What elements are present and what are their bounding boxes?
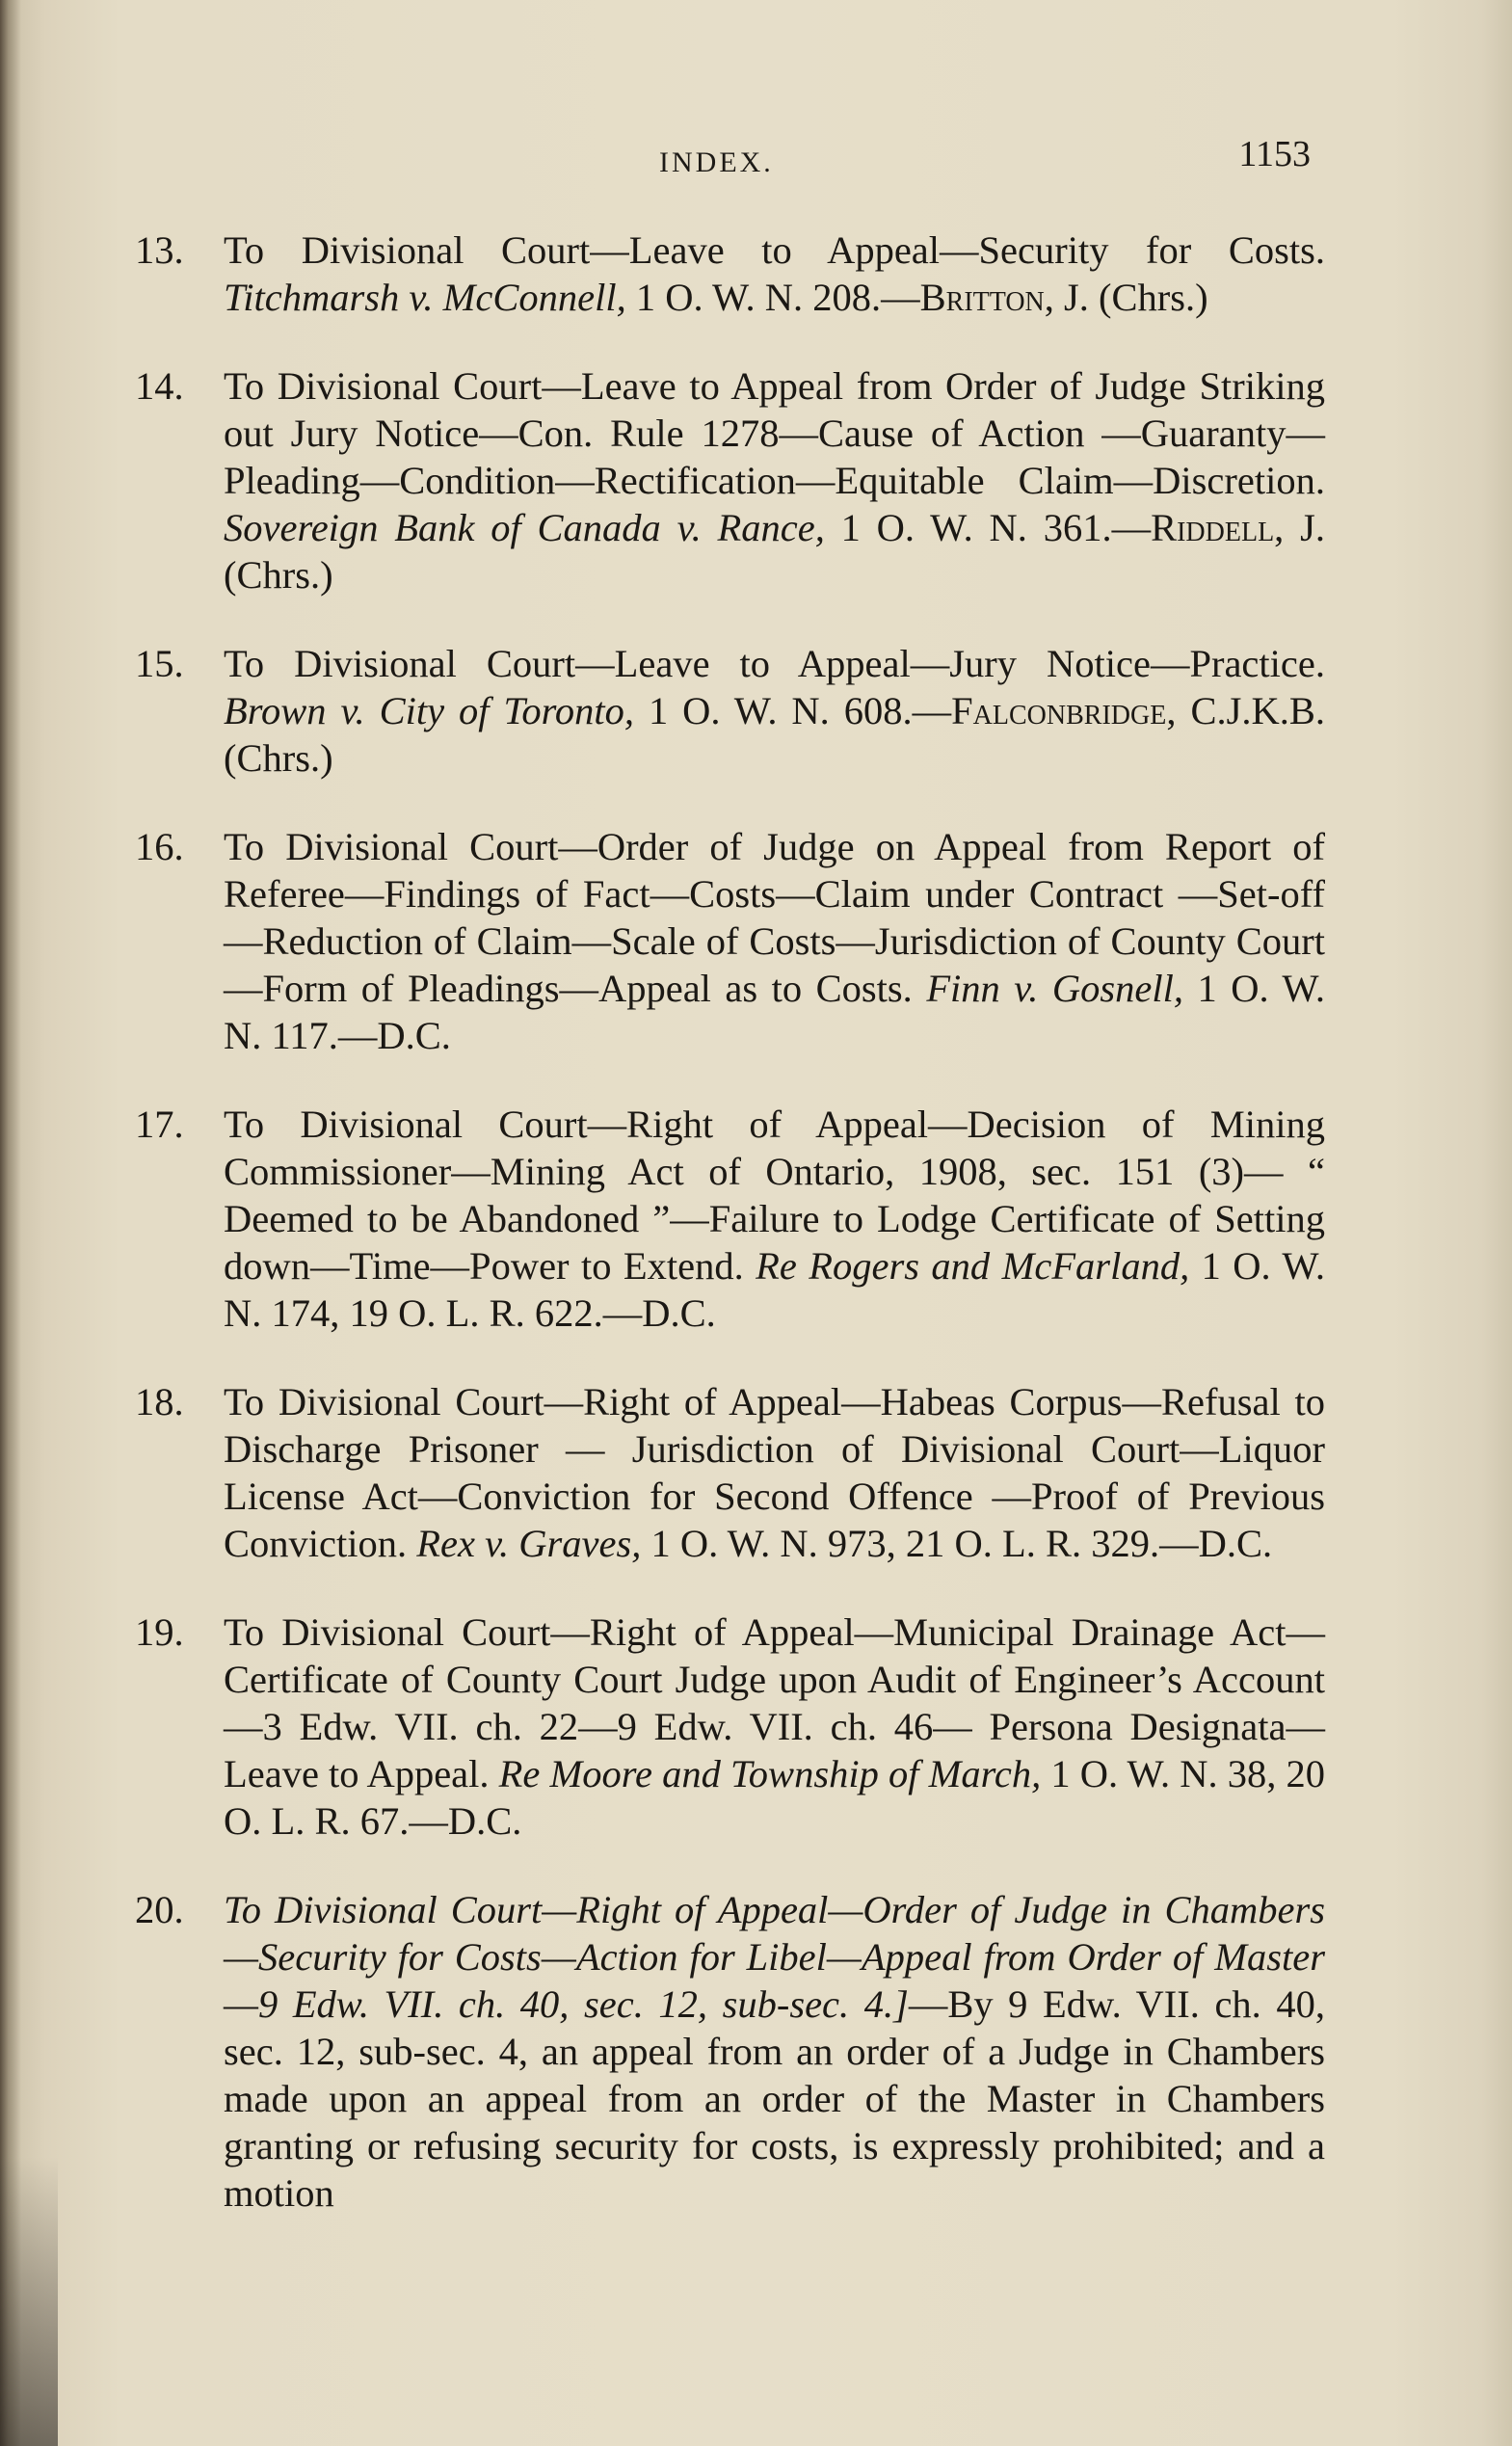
entry-text: To Divisional Court—Leave to Appeal—Jury Notice—Practice.	[224, 642, 1325, 685]
judge-name: Britton, J.	[919, 276, 1089, 319]
case-name: Finn v. Gosnell,	[926, 967, 1183, 1010]
page-number: 1153	[1238, 134, 1311, 174]
entry-number: 13.	[135, 228, 184, 272]
case-name: Brown v. City of Toronto,	[224, 689, 634, 732]
citation: 1 O. W. N. 38, 20 O. L. R. 67.—D.C.	[224, 1752, 1326, 1843]
citation: 1 O. W. N. 361.—	[840, 506, 1152, 549]
citation: 1 O. W. N. 117.—D.C.	[224, 967, 1326, 1057]
entry-number: 14.	[135, 364, 184, 408]
entry-headnote: To Divisional Court—Right of Appeal—Order of Judge in Chambers—Security for Costs—Action for Libel—Appeal from Order of Master—9 Edw. VII. ch. 40, sec. 12, sub-sec. 4.]	[224, 1888, 1325, 2026]
case-name: Rex v. Graves,	[416, 1522, 642, 1565]
court-abbrev: (Chrs.)	[1099, 276, 1208, 319]
entry-text: To Divisional Court—Leave to Appeal from Order of Judge Striking out Jury Notice—Con. Rule 1278—Cause of Action —Guaranty—Pleading—Condition—Rectification—Equitable Claim—Discretion.	[224, 364, 1325, 502]
citation: 1 O. W. N. 174, 19 O. L. R. 622.—D.C.	[224, 1244, 1325, 1335]
entry-text: To Divisional Court—Order of Judge on Appeal from Report of Referee—Findings of Fact—Costs—Claim under Contract —Set-off—Reduction of Claim—Scale of Costs—Jurisdiction of County Court—Form of Pleadings—Appeal as to Costs.	[224, 825, 1325, 1010]
court-abbrev: (Chrs.)	[224, 553, 333, 597]
entry-number: 19.	[135, 1610, 184, 1654]
index-entry-13	[135, 226, 1325, 321]
entry-number: 16.	[135, 825, 184, 868]
page-shadow	[0, 2157, 58, 2446]
case-name: Sovereign Bank of Canada v. Rance,	[224, 506, 825, 549]
citation: 1 O. W. N. 208.—	[635, 276, 920, 319]
judge-name: Riddell, J.	[1151, 506, 1325, 549]
index-entries	[135, 226, 1325, 2258]
index-entry-15	[135, 640, 1325, 782]
citation: 1 O. W. N. 608.—	[648, 689, 952, 732]
case-name: Re Rogers and McFarland,	[756, 1244, 1190, 1288]
index-entry-17	[135, 1101, 1325, 1337]
index-entry-19	[135, 1609, 1325, 1845]
entry-text: To Divisional Court—Right of Appeal—Habeas Corpus—Refusal to Discharge Prisoner — Jurisdiction of Divisional Court—Liquor License Act—Conviction for Second Offence —Proof of Previous Conviction.	[224, 1380, 1325, 1565]
running-head: INDEX.	[659, 146, 774, 178]
entry-text: To Divisional Court—Leave to Appeal—Security for Costs.	[224, 228, 1325, 272]
entry-number: 17.	[135, 1103, 184, 1146]
case-name: Re Moore and Township of March,	[498, 1752, 1042, 1795]
entry-number: 15.	[135, 642, 184, 685]
entry-text: To Divisional Court—Right of Appeal—Municipal Drainage Act—Certificate of County Court Judge upon Audit of Engineer’s Account—3 Edw. VII. ch. 22—9 Edw. VII. ch. 46— Persona Designata—Leave to Appeal.	[224, 1610, 1325, 1795]
court-abbrev: (Chrs.)	[224, 736, 333, 780]
entry-number: 18.	[135, 1380, 184, 1423]
citation: 1 O. W. N. 973, 21 O. L. R. 329.—D.C.	[650, 1522, 1273, 1565]
judge-name: Falconbridge, C.J.K.B.	[951, 689, 1325, 732]
index-entry-14	[135, 362, 1325, 598]
index-entry-18	[135, 1378, 1325, 1567]
entry-text: —By 9 Edw. VII. ch. 40, sec. 12, sub-sec. 4, an appeal from an order of a Judge in Chambers made upon an appeal from an order of the Master in Chambers granting or refusing security for costs, is expressly prohibited; and a motion	[224, 1982, 1325, 2215]
index-entry-20	[135, 1886, 1325, 2217]
entry-number: 20.	[135, 1888, 184, 1931]
case-name: Titchmarsh v. McConnell,	[224, 276, 626, 319]
page-header	[154, 133, 1311, 181]
index-entry-16	[135, 823, 1325, 1059]
page-gutter-edge	[0, 0, 21, 2446]
entry-text: To Divisional Court—Right of Appeal—Decision of Mining Commissioner—Mining Act of Ontario, 1908, sec. 151 (3)— “ Deemed to be Abandoned ”—Failure to Lodge Certificate of Setting down—Time—Power to Extend.	[224, 1103, 1325, 1288]
